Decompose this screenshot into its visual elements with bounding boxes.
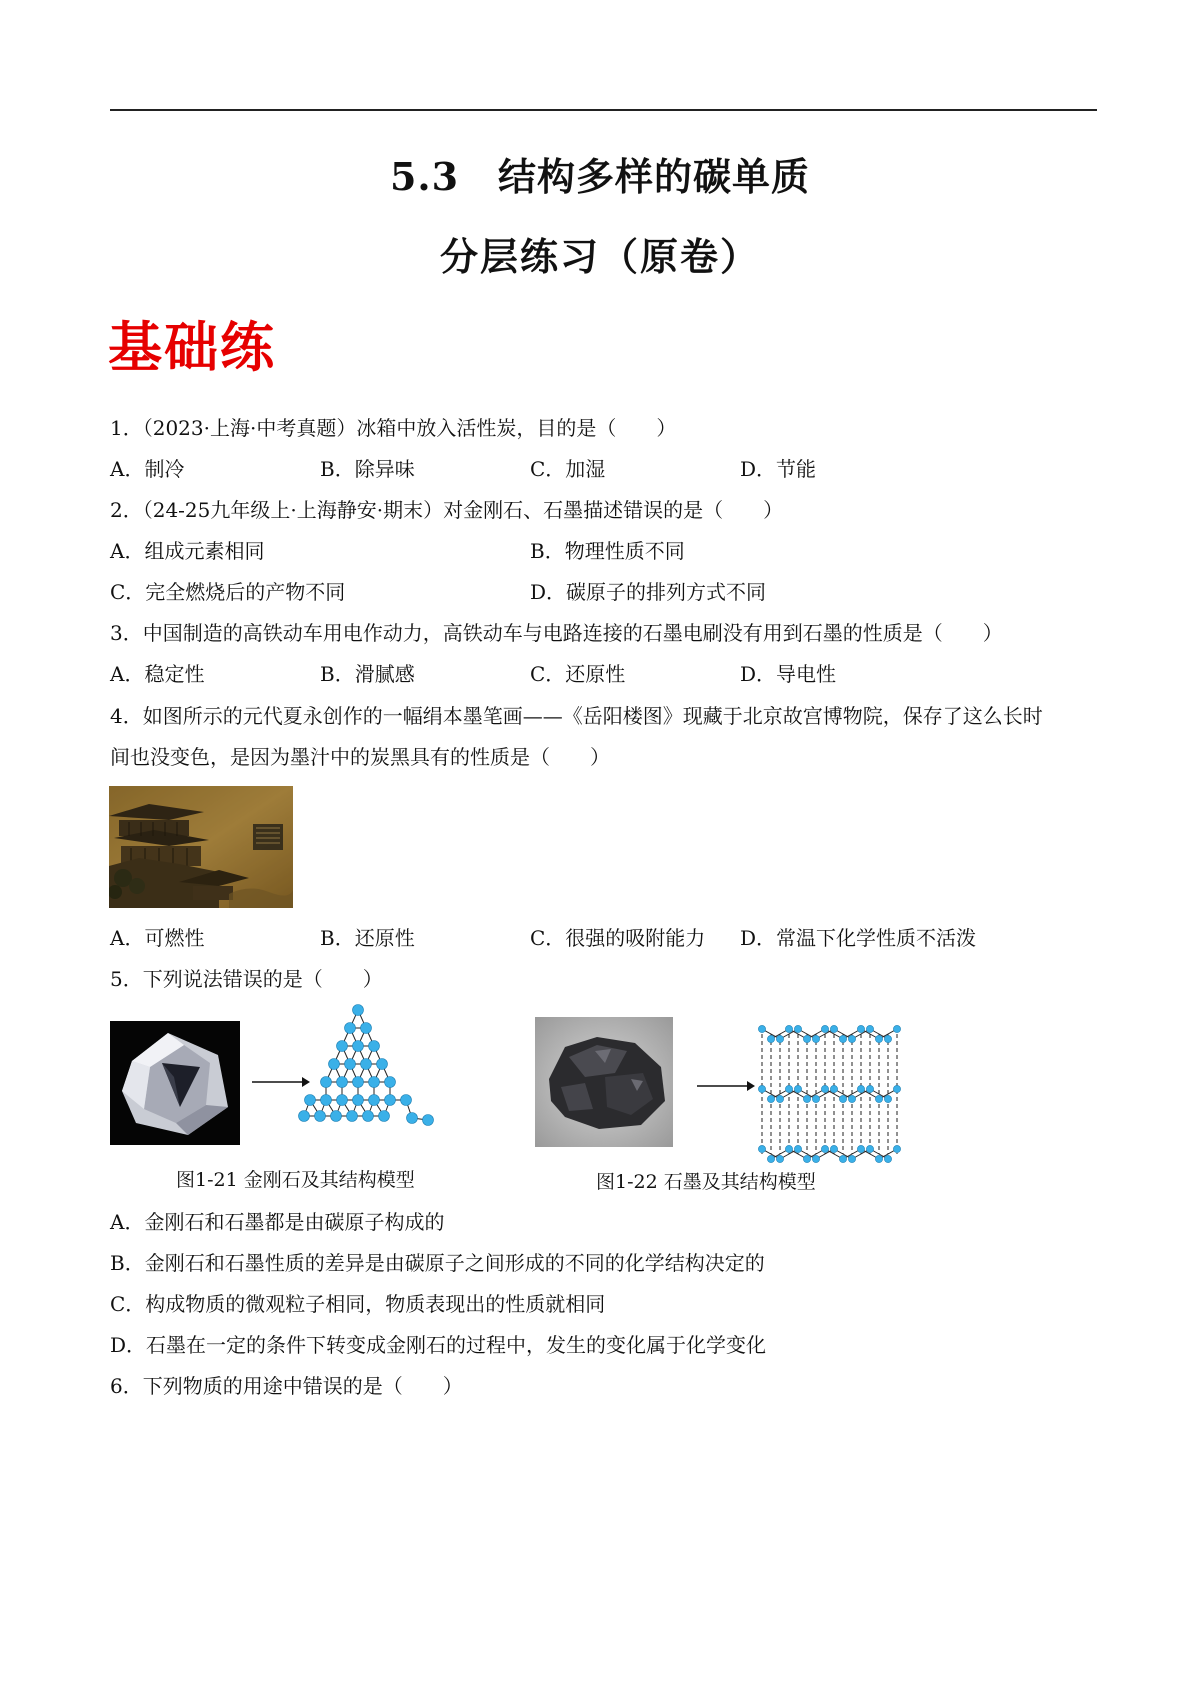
carbon-atom xyxy=(812,1095,819,1102)
question-4-option-a: A．可燃性 xyxy=(110,926,205,950)
carbon-atom xyxy=(369,1077,380,1088)
carbon-atom xyxy=(305,1095,316,1106)
carbon-atom xyxy=(423,1115,434,1126)
carbon-atom xyxy=(345,1059,356,1070)
carbon-atom xyxy=(812,1155,819,1162)
carbon-atom xyxy=(321,1077,332,1088)
carbon-atom xyxy=(830,1145,837,1152)
carbon-atom xyxy=(866,1145,873,1152)
header-rule xyxy=(110,109,1097,111)
carbon-atom xyxy=(361,1059,372,1070)
carbon-atom xyxy=(839,1095,846,1102)
carbon-atom xyxy=(848,1155,855,1162)
page-title: 5.3 结构多样的碳单质 xyxy=(389,154,811,199)
question-4-option-b: B．还原性 xyxy=(320,926,415,950)
carbon-atom xyxy=(776,1035,783,1042)
carbon-atom xyxy=(803,1155,810,1162)
diamond-photo xyxy=(110,1021,240,1145)
carbon-atom xyxy=(353,1005,364,1016)
carbon-atom xyxy=(794,1025,801,1032)
carbon-atom xyxy=(857,1025,864,1032)
carbon-atom xyxy=(329,1059,340,1070)
question-5-stem: 5．下列说法错误的是（ ） xyxy=(110,967,383,991)
carbon-atom xyxy=(884,1095,891,1102)
carbon-atom xyxy=(758,1145,765,1152)
carbon-atom xyxy=(794,1145,801,1152)
question-1-option-a: A．制冷 xyxy=(110,457,185,481)
carbon-atom xyxy=(353,1041,364,1052)
carbon-atom xyxy=(299,1111,310,1122)
carbon-atom xyxy=(875,1035,882,1042)
carbon-atom xyxy=(369,1041,380,1052)
carbon-atom xyxy=(361,1023,372,1034)
question-5-option-a: A．金刚石和石墨都是由碳原子构成的 xyxy=(110,1210,445,1234)
carbon-atom xyxy=(345,1023,356,1034)
graphite-arrow-icon xyxy=(695,1079,757,1093)
carbon-atom xyxy=(331,1111,342,1122)
carbon-atom xyxy=(839,1155,846,1162)
carbon-atom xyxy=(884,1155,891,1162)
question-3-option-a: A．稳定性 xyxy=(110,662,205,686)
section-heading: 基础练 xyxy=(108,316,276,379)
question-2-option-a: A．组成元素相同 xyxy=(110,539,265,563)
carbon-atom xyxy=(385,1095,396,1106)
figure-1-22-caption: 图1-22 石墨及其结构模型 xyxy=(596,1171,816,1193)
question-1-option-c: C．加湿 xyxy=(530,457,606,481)
carbon-atom xyxy=(893,1085,900,1092)
question-5-option-c: C．构成物质的微观粒子相同，物质表现出的性质就相同 xyxy=(110,1292,606,1316)
carbon-atom xyxy=(337,1041,348,1052)
graphite-structure-model xyxy=(754,1020,904,1166)
carbon-atom xyxy=(363,1111,374,1122)
question-6-stem: 6．下列物质的用途中错误的是（ ） xyxy=(110,1374,463,1398)
carbon-atom xyxy=(821,1085,828,1092)
carbon-atom xyxy=(857,1085,864,1092)
carbon-atom xyxy=(830,1025,837,1032)
carbon-atom xyxy=(875,1095,882,1102)
question-1-option-b: B．除异味 xyxy=(320,457,415,481)
carbon-atom xyxy=(866,1025,873,1032)
carbon-atom xyxy=(866,1085,873,1092)
carbon-atom xyxy=(353,1077,364,1088)
carbon-atom xyxy=(794,1085,801,1092)
diamond-structure-model xyxy=(290,1000,450,1140)
question-3-option-c: C．还原性 xyxy=(530,662,626,686)
carbon-atom xyxy=(821,1145,828,1152)
question-4-option-c: C．很强的吸附能力 xyxy=(530,926,706,950)
question-2-option-c: C．完全燃烧后的产物不同 xyxy=(110,580,346,604)
question-4-stem-line2: 间也没变色，是因为墨汁中的炭黑具有的性质是（ ） xyxy=(110,745,610,769)
carbon-atom xyxy=(758,1025,765,1032)
carbon-atom xyxy=(893,1145,900,1152)
carbon-atom xyxy=(767,1035,774,1042)
carbon-atom xyxy=(767,1095,774,1102)
question-3-option-d: D．导电性 xyxy=(740,662,837,686)
carbon-atom xyxy=(337,1077,348,1088)
question-2-option-b: B．物理性质不同 xyxy=(530,539,685,563)
carbon-atom xyxy=(848,1035,855,1042)
carbon-atom xyxy=(785,1145,792,1152)
carbon-atom xyxy=(767,1155,774,1162)
carbon-atom xyxy=(377,1059,388,1070)
carbon-atom xyxy=(407,1113,418,1124)
carbon-atom xyxy=(401,1095,412,1106)
carbon-atom xyxy=(315,1111,326,1122)
carbon-atom xyxy=(321,1095,332,1106)
carbon-atom xyxy=(337,1095,348,1106)
question-3-option-b: B．滑腻感 xyxy=(320,662,415,686)
carbon-atom xyxy=(821,1025,828,1032)
carbon-atom xyxy=(785,1085,792,1092)
carbon-atom xyxy=(893,1025,900,1032)
carbon-atom xyxy=(875,1155,882,1162)
question-2-option-d: D．碳原子的排列方式不同 xyxy=(530,580,767,604)
carbon-atom xyxy=(803,1035,810,1042)
carbon-atom xyxy=(347,1111,358,1122)
question-5-option-d: D．石墨在一定的条件下转变成金刚石的过程中，发生的变化属于化学变化 xyxy=(110,1333,767,1357)
carbon-atom xyxy=(385,1077,396,1088)
carbon-atom xyxy=(353,1095,364,1106)
question-3-stem: 3．中国制造的高铁动车用电作动力，高铁动车与电路连接的石墨电刷没有用到石墨的性质是（ ） xyxy=(110,621,1003,645)
carbon-atom xyxy=(812,1035,819,1042)
question-5-option-b: B．金刚石和石墨性质的差异是由碳原子之间形成的不同的化学结构决定的 xyxy=(110,1251,765,1275)
graphite-photo xyxy=(535,1017,673,1147)
carbon-atom xyxy=(839,1035,846,1042)
carbon-atom xyxy=(369,1095,380,1106)
carbon-atom xyxy=(776,1095,783,1102)
carbon-atom xyxy=(379,1111,390,1122)
question-4-option-d: D．常温下化学性质不活泼 xyxy=(740,926,977,950)
question-2-stem: 2．（24-25九年级上·上海静安·期末）对金刚石、石墨描述错误的是（ ） xyxy=(110,498,784,522)
page-subtitle: 分层练习（原卷） xyxy=(439,234,760,279)
painting-yueyang-tower-image xyxy=(109,786,293,908)
carbon-atom xyxy=(857,1145,864,1152)
carbon-atom xyxy=(803,1095,810,1102)
question-1-stem: 1．（2023·上海·中考真题）冰箱中放入活性炭，目的是（ ） xyxy=(110,416,677,440)
figure-1-21-caption: 图1-21 金刚石及其结构模型 xyxy=(176,1169,415,1191)
carbon-atom xyxy=(776,1155,783,1162)
carbon-atom xyxy=(884,1035,891,1042)
carbon-atom xyxy=(848,1095,855,1102)
question-4-stem-line1: 4．如图所示的元代夏永创作的一幅绢本墨笔画——《岳阳楼图》现藏于北京故宫博物院，保存了这么长时 xyxy=(110,704,1043,728)
carbon-atom xyxy=(758,1085,765,1092)
question-1-option-d: D．节能 xyxy=(740,457,817,481)
carbon-atom xyxy=(785,1025,792,1032)
carbon-atom xyxy=(830,1085,837,1092)
